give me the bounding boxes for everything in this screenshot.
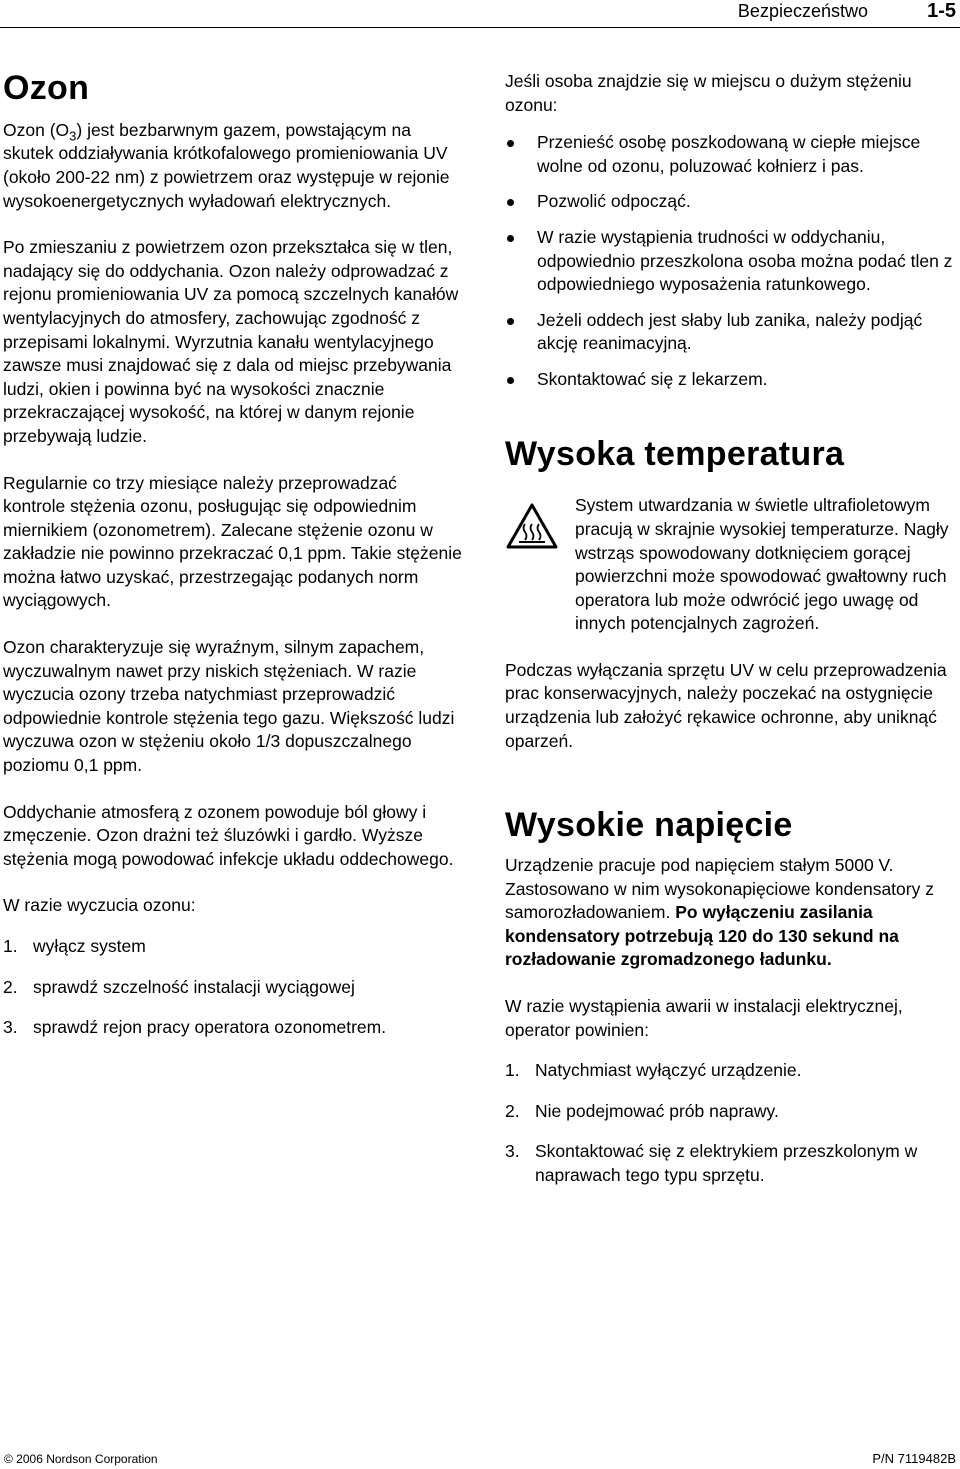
- hot-surface-warning-icon: [505, 502, 559, 550]
- bullet-icon: [507, 318, 514, 325]
- ozone-paragraph-5: Oddychanie atmosferą z ozonem powoduje ból głowy i zmęczenie. Ozon drażni też śluzówki i gardło. Wyższe stężenia mogą powodować infekcje układu oddechowego.: [3, 801, 454, 869]
- list-item: W razie wystąpienia trudności w oddychaniu, odpowiednio przeszkolona osoba można podać tlen z odpowiedniego wyposażenia ratunkowego.: [505, 226, 960, 297]
- high-temperature-heading: Wysoka temperatura: [505, 434, 845, 473]
- list-item: 2. sprawdź szczelność instalacji wyciągowej: [3, 976, 355, 997]
- footer-copyright: © 2006 Nordson Corporation: [4, 1452, 158, 1466]
- list-item: 3. Skontaktować się z elektrykiem przeszkolonym w naprawach tego typu sprzętu.: [505, 1141, 918, 1185]
- list-item: 3. sprawdź rejon pracy operatora ozonometrem.: [3, 1017, 387, 1038]
- bullet-icon: [507, 199, 514, 206]
- list-item: Przenieść osobę poszkodowaną w ciepłe miejsce wolne od ozonu, poluzować kołnierz i pas.: [505, 131, 960, 178]
- list-item: Jeżeli oddech jest słaby lub zanika, należy podjąć akcję reanimacyjną.: [505, 309, 960, 356]
- high-voltage-heading: Wysokie napięcie: [505, 806, 793, 845]
- bullet-icon: [507, 235, 514, 242]
- ozone-paragraph-2: Po zmieszaniu z powietrzem ozon przekształca się w tlen, nadający się do oddychania. Ozon należy odprowadzać z rejonu promieniowania UV za pomocą szczelnych kanałów wentylacyjnych do atmosfery, zachowując zgodność z przepisami lokalnymi. Wyrzutnia kanału wentylacyjnego zawsze musi znajdować się z dala od miejsc przebywania ludzi, okien i powinna być na wysokości znacznie przekraczającej wysokość, na której w danym rejonie przebywają ludzie.: [3, 237, 459, 446]
- ozone-steps-list: [3, 935, 463, 1040]
- bullet-icon: [507, 140, 514, 147]
- ozone-paragraph-6: W razie wyczucia ozonu:: [3, 895, 196, 916]
- list-item: 1. wyłącz system: [3, 936, 146, 957]
- right-column: [505, 70, 960, 1205]
- high-temperature-paragraph: Podczas wyłączania sprzętu UV w celu przeprowadzenia prac konserwacyjnych, należy poczekać na ostygnięcie urządzenia lub założyć rękawice ochronne, aby uniknąć oparzeń.: [505, 659, 947, 751]
- bullet-icon: [507, 377, 514, 384]
- ozone-paragraph-3: Regularnie co trzy miesiące należy przeprowadzać kontrole stężenia ozonu, posługując się odpowiednim miernikiem (ozonometrem). Zalecane stężenie ozonu w zakładzie nie powinno przekraczać 0,1 ppm. Takie stężenie można łatwo uzyskać, przestrzegając podanych norm wyciągowych.: [3, 472, 462, 611]
- high-voltage-paragraph-1: Urządzenie pracuje pod napięciem stałym 5000 V. Zastosowano w nim wysokonapięciowe kondensatory z samorozładowaniem. Po wyłączeniu zasilania kondensatory potrzebują 120 do 130 sekund na rozładowanie zgromadzonego ładunku.: [505, 855, 934, 970]
- high-voltage-steps-list: [505, 1059, 960, 1187]
- ozone-paragraph-4: Ozon charakteryzuje się wyraźnym, silnym zapachem, wyczuwalnym nawet przy niskich stężeniach. W razie wyczucia ozony trzeba natychmiast przeprowadzić odpowiednie kontrole stężenia tego gazu. Większość ludzi wyczuwa ozon w stężeniu około 1/3 dopuszczalnego poziomu 0,1 ppm.: [3, 637, 455, 776]
- hot-surface-warning: [505, 494, 960, 636]
- header-section-title: Bezpieczeństwo: [737, 1, 868, 21]
- ozone-heading: Ozon: [3, 69, 90, 107]
- hot-surface-warning-text: System utwardzania w świetle ultrafioletowym pracują w skrajnie wysokiej temperaturze. Nagły wstrząs spowodowany dotknięciem gorącej powierzchni może spowodować gwałtowny ruch operatora lub może odwrócić jego uwagę od innych potencjalnych zagrożeń.: [575, 495, 949, 634]
- ozone-high-concentration-intro: Jeśli osoba znajdzie się w miejscu o dużym stężeniu ozonu:: [505, 71, 912, 115]
- high-voltage-paragraph-2: W razie wystąpienia awarii w instalacji elektrycznej, operator powinien:: [505, 996, 903, 1040]
- left-column: [3, 68, 463, 1057]
- footer-part-number: P/N 7119482B: [872, 1451, 956, 1466]
- ozone-first-aid-list: [505, 131, 960, 391]
- header-rule: [0, 27, 960, 28]
- list-item: 2. Nie podejmować prób naprawy.: [505, 1100, 779, 1121]
- ozone-paragraph-1: Ozon $(O_3)$ jest bezbarwnym gazem, powstającym na skutek oddziaływania krótkofalowego promieniowania UV (około 200-22 nm) z powietrzem oraz występuje w rejonie wysokoenergetycznych wyładowań elektrycznych.: [3, 119, 450, 211]
- list-item: Skontaktować się z lekarzem.: [505, 368, 960, 392]
- list-item: 1. Natychmiast wyłączyć urządzenie.: [505, 1060, 802, 1081]
- list-item: Pozwolić odpocząć.: [505, 190, 960, 214]
- header-page-number: 1-5: [927, 0, 956, 22]
